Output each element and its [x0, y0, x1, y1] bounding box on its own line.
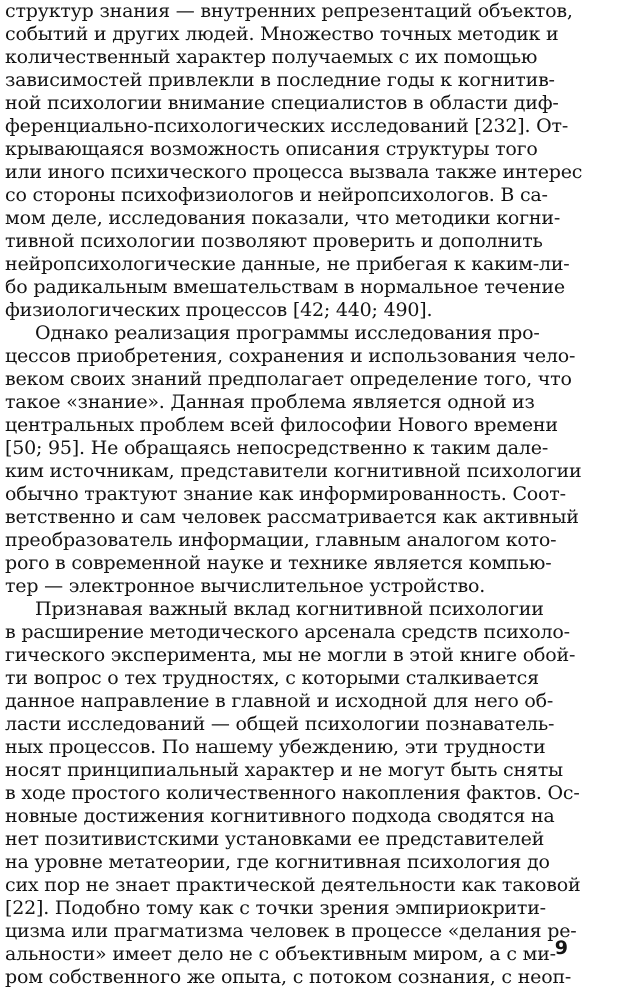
- text-line: крывающаяся возможность описания структуры того: [5, 138, 538, 160]
- text-line: ром собственного же опыта, с потоком сознания, с неоп-: [5, 966, 572, 988]
- text-line: структур знания — внутренних репрезентаций объектов,: [5, 0, 573, 22]
- text-line: [22]. Подобно тому как с точки зрения эмпириокрити-: [5, 897, 546, 919]
- text-line: преобразователь информации, главным аналогом кото-: [5, 529, 557, 551]
- page-number: 9: [554, 937, 568, 959]
- text-line: ким источникам, представители когнитивной психологии: [5, 460, 582, 482]
- text-line: зависимостей привлекли в последние годы к когнитив-: [5, 69, 555, 91]
- text-line: мом деле, исследования показали, что методики когни-: [5, 207, 561, 229]
- text-line: в ходе простого количественного накопления фактов. Ос-: [5, 782, 580, 804]
- text-line: обычно трактуют знание как информированность. Соот-: [5, 483, 566, 505]
- text-line: физиологических процессов [42; 440; 490].: [5, 299, 433, 321]
- text-line: ти вопрос о тех трудностях, с которыми сталкивается: [5, 667, 539, 689]
- body-text: [5, 0, 611, 989]
- text-line: цессов приобретения, сохранения и использования чело-: [5, 345, 576, 367]
- text-line: бо радикальным вмешательствам в нормальное течение: [5, 276, 565, 298]
- text-line: гического эксперимента, мы не могли в этой книге обой-: [5, 644, 576, 666]
- text-line: веком своих знаний предполагает определение того, что: [5, 368, 572, 390]
- text-line: сих пор не знает практической деятельности как таковой: [5, 874, 581, 896]
- text-line: тер — электронное вычислительное устройство.: [5, 575, 486, 597]
- text-line: со стороны психофизиологов и нейропсихологов. В са-: [5, 184, 548, 206]
- text-line: нет позитивистскими установками ее представителей: [5, 828, 545, 850]
- text-line: ласти исследований — общей психологии познаватель-: [5, 713, 555, 735]
- text-line: носят принципиальный характер и не могут быть сняты: [5, 759, 563, 781]
- text-line: новные достижения когнитивного подхода сводятся на: [5, 805, 555, 827]
- text-line: ной психологии внимание специалистов в области диф-: [5, 92, 559, 114]
- paragraph-start-line: Признавая важный вклад когнитивной психологии: [35, 598, 544, 620]
- text-line: количественный характер получаемых с их помощью: [5, 46, 538, 68]
- text-line: на уровне метатеории, где когнитивная психология до: [5, 851, 550, 873]
- text-line: цизма или прагматизма человек в процессе «делания ре-: [5, 920, 577, 942]
- text-line: событий и других людей. Множество точных методик и: [5, 23, 559, 45]
- text-line: тивной психологии позволяют проверить и дополнить: [5, 230, 543, 252]
- text-line: или иного психического процесса вызвала также интерес: [5, 161, 583, 183]
- text-line: ных процессов. По нашему убеждению, эти трудности: [5, 736, 546, 758]
- text-line: данное направление в главной и исходной для него об-: [5, 690, 554, 712]
- text-line: центральных проблем всей философии Нового времени: [5, 414, 558, 436]
- text-line: такое «знание». Данная проблема является одной из: [5, 391, 535, 413]
- text-line: ветственно и сам человек рассматривается как активный: [5, 506, 579, 528]
- text-line: [50; 95]. Не обращаясь непосредственно к таким дале-: [5, 437, 549, 459]
- text-line: в расширение методического арсенала средств психоло-: [5, 621, 570, 643]
- text-line: ференциально-психологических исследований [232]. От-: [5, 115, 569, 137]
- text-line: рого в современной науке и технике является компью-: [5, 552, 552, 574]
- paragraph-start-line: Однако реализация программы исследования про-: [35, 322, 540, 344]
- text-line: альности» имеет дело не с объективным миром, а с ми-: [5, 943, 556, 965]
- text-line: нейропсихологические данные, не прибегая к каким-ли-: [5, 253, 570, 275]
